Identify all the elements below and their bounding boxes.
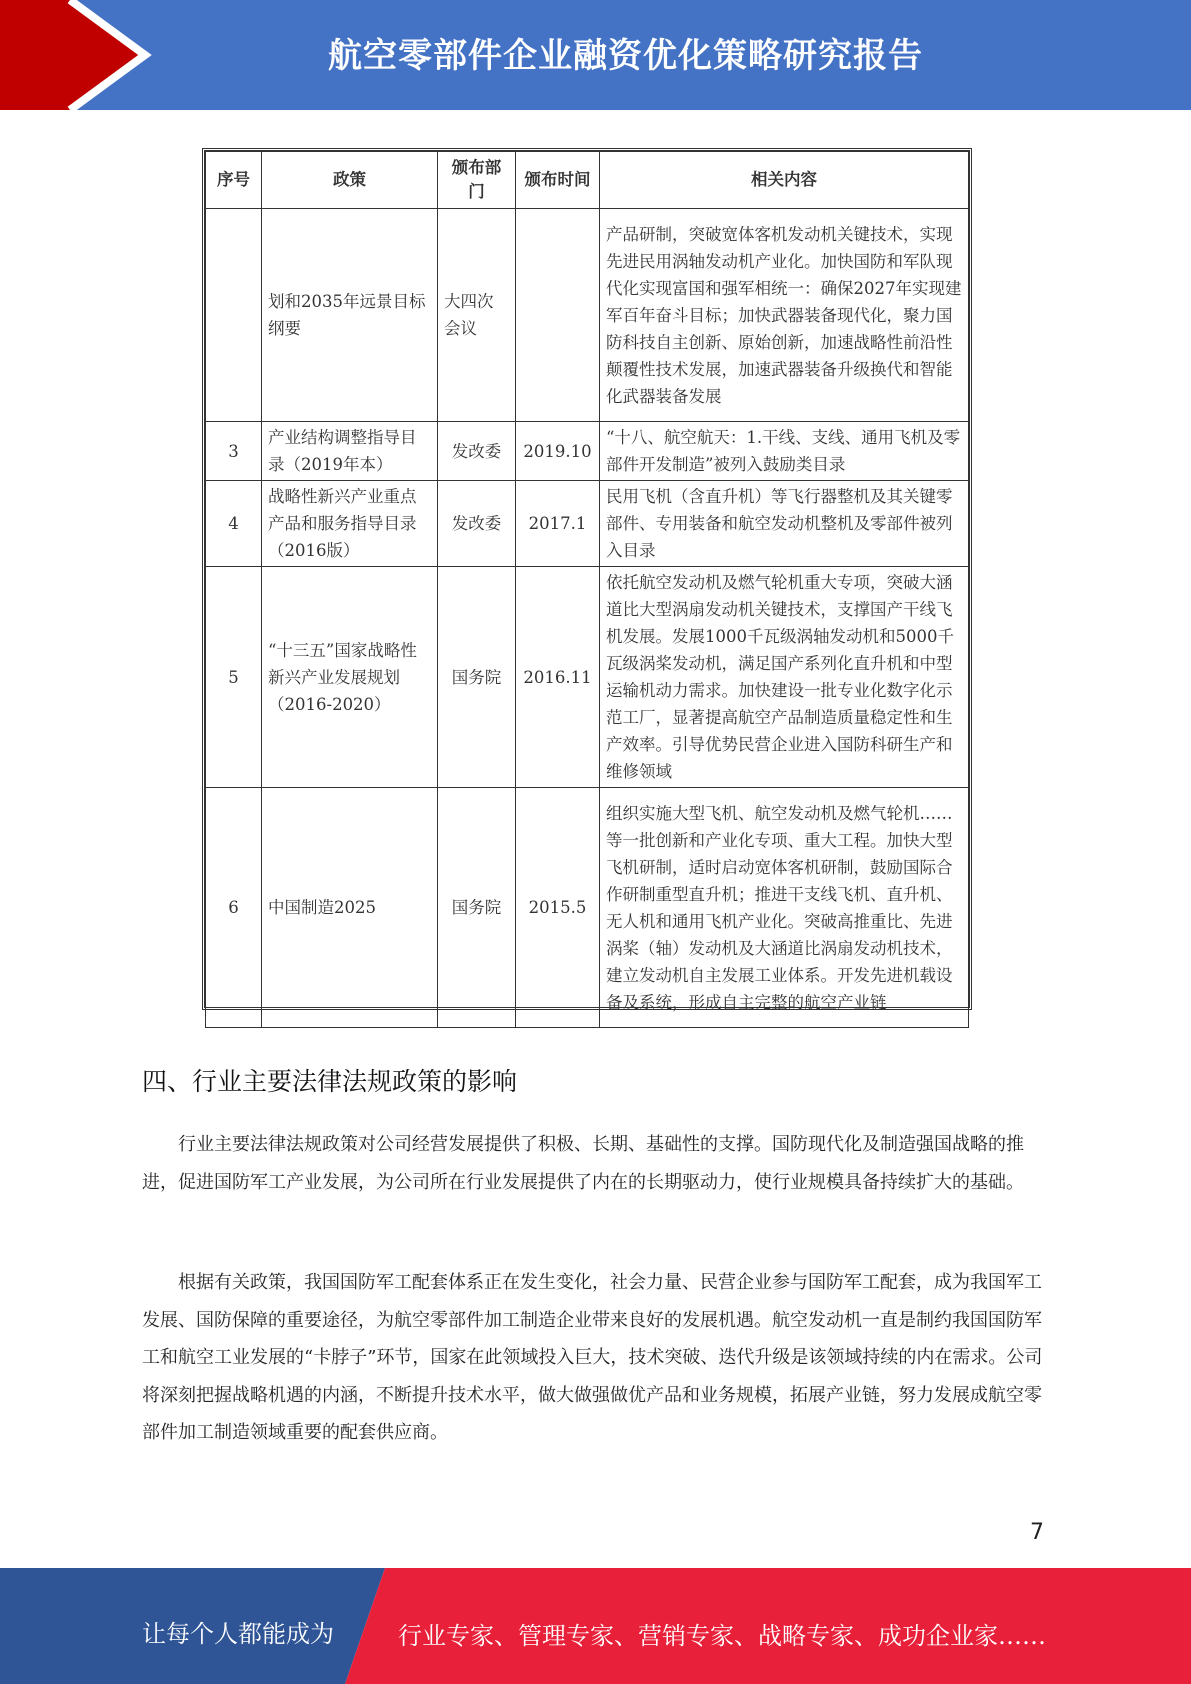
col-header-policy: 政策 xyxy=(262,152,438,209)
cell-policy: 战略性新兴产业重点产品和服务指导目录（2016版） xyxy=(262,481,438,567)
cell-date xyxy=(516,209,600,422)
body-paragraph: 根据有关政策，我国国防军工配套体系正在发生变化，社会力量、民营企业参与国防军工配套，成为我国军工发展、国防保障的重要途径，为航空零部件加工制造企业带来良好的发展机遇。航空发动机一直是制约我国国防军工和航空工业发展的“卡脖子”环节，国家在此领域投入巨大，技术突破、迭代升级是该领域持续的内在需求。公司将深刻把握战略机遇的内涵，不断提升技术水平，做大做强做优产品和业务规模，拓展产业链，努力发展成航空零部件加工制造领域重要的配套供应商。 xyxy=(142,1272,1043,1443)
cell-date: 2015.5 xyxy=(516,788,600,1028)
col-header-no: 序号 xyxy=(206,152,262,209)
cell-dept: 发改委 xyxy=(438,422,516,481)
footer-slogan-right: 行业专家、管理专家、营销专家、战略专家、成功企业家…… xyxy=(398,1622,1046,1650)
cell-policy: 中国制造2025 xyxy=(262,788,438,1028)
cell-dept: 国务院 xyxy=(438,567,516,788)
cell-no: 5 xyxy=(206,567,262,788)
table-row xyxy=(206,422,969,481)
page-number: 7 xyxy=(1030,1520,1044,1545)
cell-no: 4 xyxy=(206,481,262,567)
page-header xyxy=(0,0,1191,110)
cell-dept: 发改委 xyxy=(438,481,516,567)
cell-content: 民用飞机（含直升机）等飞行器整机及其关键零部件、专用装备和航空发动机整机及零部件被列入目录 xyxy=(600,481,969,567)
col-header-dept: 颁布部门 xyxy=(438,152,516,209)
table-row xyxy=(206,567,969,788)
page-footer xyxy=(0,1568,1191,1684)
policy-table xyxy=(202,148,972,1010)
section-heading: 四、行业主要法律法规政策的影响 xyxy=(142,1067,518,1096)
cell-date: 2016.11 xyxy=(516,567,600,788)
footer-slogan-left: 让每个人都能成为 xyxy=(142,1620,334,1648)
table-header-row xyxy=(206,152,969,209)
cell-no xyxy=(206,209,262,422)
cell-content: 依托航空发动机及燃气轮机重大专项，突破大涵道比大型涡扇发动机关键技术，支撑国产干线飞机发展。发展1000千瓦级涡轴发动机和5000千瓦级涡桨发动机，满足国产系列化直升机和中型运输机动力需求。加快建设一批专业化数字化示范工厂，显著提高航空产品制造质量稳定性和生产效率。引导优势民营企业进入国防科研生产和维修领域 xyxy=(600,567,969,788)
cell-policy: 产业结构调整指导目录（2019年本） xyxy=(262,422,438,481)
col-header-content: 相关内容 xyxy=(600,152,969,209)
cell-content: 产品研制，突破宽体客机发动机关键技术，实现先进民用涡轴发动机产业化。加快国防和军队现代化实现富国和强军相统一：确保2027年实现建军百年奋斗目标；加快武器装备现代化，聚力国防科技自主创新、原始创新，加速战略性前沿性颠覆性技术发展，加速武器装备升级换代和智能化武器装备发展 xyxy=(600,209,969,422)
cell-no: 6 xyxy=(206,788,262,1028)
table-row xyxy=(206,481,969,567)
cell-content: 组织实施大型飞机、航空发动机及燃气轮机……等一批创新和产业化专项、重大工程。加快大型飞机研制，适时启动宽体客机研制，鼓励国际合作研制重型直升机；推进干支线飞机、直升机、无人机和通用飞机产业化。突破高推重比、先进涡桨（轴）发动机及大涵道比涡扇发动机技术，建立发动机自主发展工业体系。开发先进机载设备及系统，形成自主完整的航空产业链 xyxy=(600,788,969,1028)
cell-dept: 大四次会议 xyxy=(438,209,516,422)
cell-no: 3 xyxy=(206,422,262,481)
cell-content: “十八、航空航天：1.干线、支线、通用飞机及零部件开发制造”被列入鼓励类目录 xyxy=(600,422,969,481)
header-title: 航空零部件企业融资优化策略研究报告 xyxy=(328,36,923,76)
table-row xyxy=(206,209,969,422)
cell-date: 2019.10 xyxy=(516,422,600,481)
table-row xyxy=(206,788,969,1028)
body-paragraph: 行业主要法律法规政策对公司经营发展提供了积极、长期、基础性的支撑。国防现代化及制造强国战略的推进，促进国防军工产业发展，为公司所在行业发展提供了内在的长期驱动力，使行业规模具备持续扩大的基础。 xyxy=(142,1134,1024,1193)
cell-policy: “十三五”国家战略性新兴产业发展规划（2016-2020） xyxy=(262,567,438,788)
cell-date: 2017.1 xyxy=(516,481,600,567)
cell-dept: 国务院 xyxy=(438,788,516,1028)
col-header-date: 颁布时间 xyxy=(516,152,600,209)
cell-policy: 划和2035年远景目标纲要 xyxy=(262,209,438,422)
